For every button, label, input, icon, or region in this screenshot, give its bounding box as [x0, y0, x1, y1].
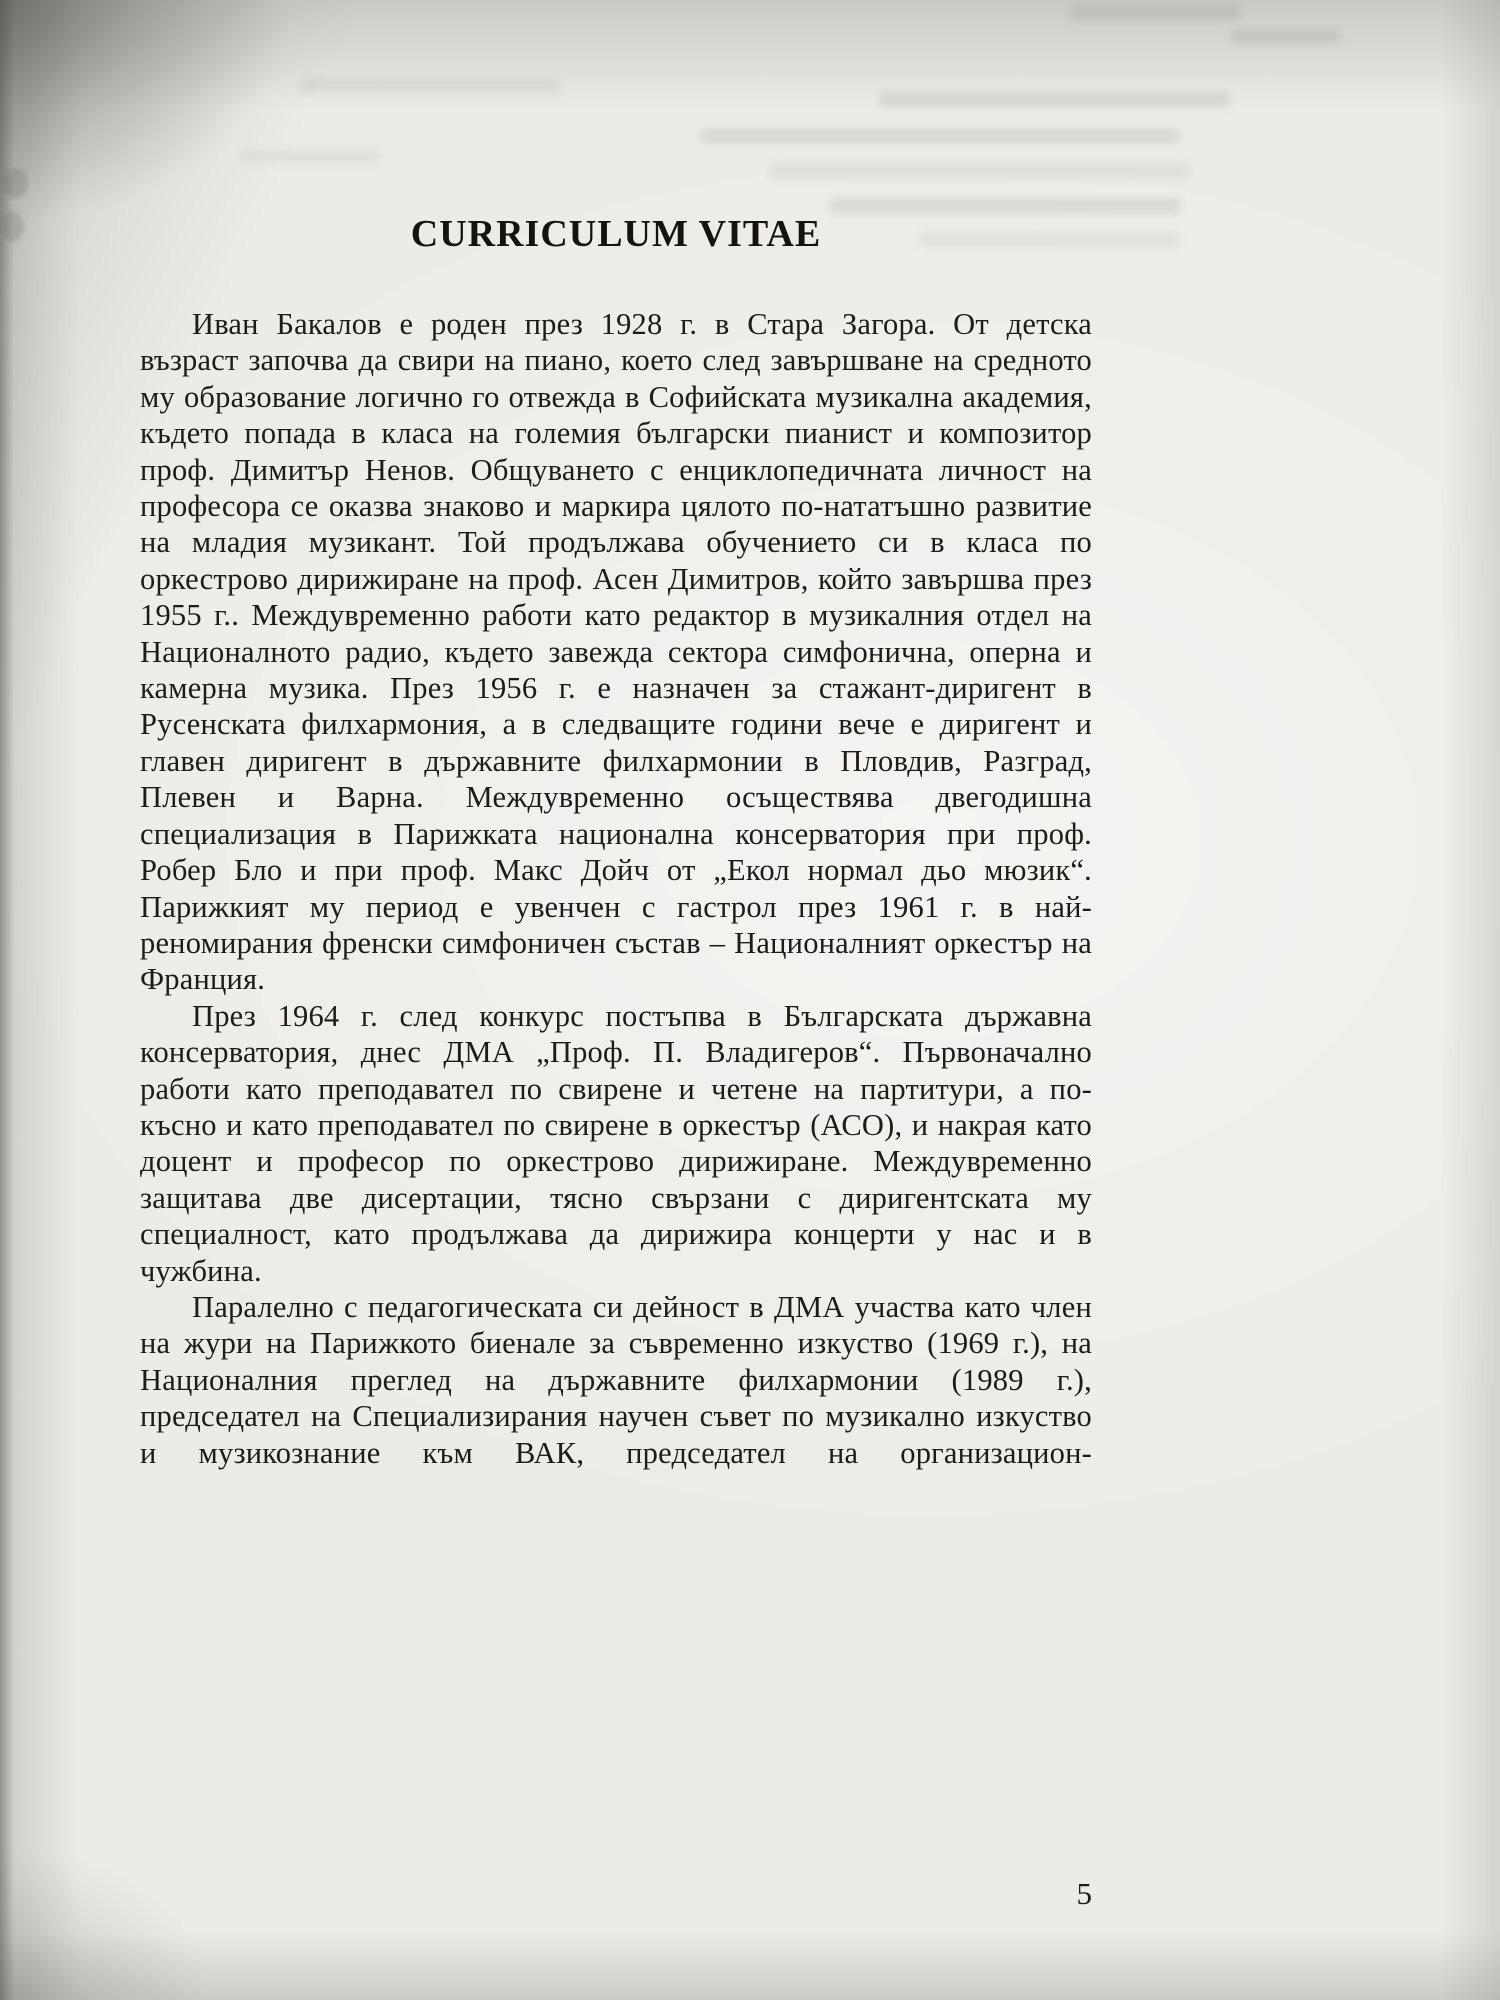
ghost-text-artifact	[1070, 4, 1240, 20]
body-text	[140, 306, 1092, 1471]
body-paragraph: Паралелно с педагогическата си дейност в ДМА участва като член на жури на Парижкото биенале за съвременно изкуство (1969 г.), на Националния преглед на държавните филхармонии (1989 г.), председател на Специализирания научен съвет по музикално изкуство и музикознание към ВАК, председател на организацион-	[140, 1289, 1092, 1470]
ghost-text-artifact	[880, 92, 1230, 108]
page-edge-mark	[0, 212, 24, 242]
page-content	[140, 212, 1092, 1471]
body-paragraph: Иван Бакалов е роден през 1928 г. в Стара Загора. От детска възраст започва да свири на пиано, което след завършване на средното му образование логично го отвежда в Софийската музикална академия, където попада в класа на големия български пианист и композитор проф. Димитър Ненов. Общуването с енциклопедичната личност на професора се оказва знаково и маркира цялото по-нататъшно развитие на младия музикант. Той продължава обучението си в класа по оркестрово дирижиране на проф. Асен Димитров, който завършва през 1955 г.. Междувременно работи като редактор в музикалния отдел на Националното радио, където завежда сектора симфонична, оперна и камерна музика. През 1956 г. е назначен за стажант-диригент в Русенската филхармония, а в следващите години вече е диригент и главен диригент в държавните филхармонии в Пловдив, Разград, Плевен и Варна. Междувременно осъществява двегодишна специализация в Парижката национална консерватория при проф. Робер Бло и при проф. Макс Дойч от „Екол нормал дьо мюзик“. Парижкият му период е увенчен с гастрол през 1961 г. в най-реномирания френски симфоничен състав – Националният оркестър на Франция.	[140, 307, 1092, 997]
ghost-text-artifact	[700, 128, 1180, 144]
ghost-text-artifact	[300, 78, 560, 93]
ghost-text-artifact	[770, 163, 1190, 179]
page-title: CURRICULUM VITAE	[410, 213, 822, 255]
ghost-text-artifact	[240, 150, 380, 163]
ghost-text-artifact	[1230, 30, 1340, 44]
body-paragraph: През 1964 г. след конкурс постъпва в Българската държавна консерватория, днес ДМА „Проф. П. Владигеров“. Първоначално работи като преподавател по свирене и четене на партитури, а по-късно и като преподавател по свирене в оркестър (АСО), и накрая като доцент и професор по оркестрово дирижиране. Междувременно защитава две дисертации, тясно свързани с диригентската му специалност, като продължава да дирижира концерти у нас и в чужбина.	[140, 998, 1092, 1288]
page-edge-mark	[2, 168, 28, 198]
page-number: 5	[1076, 1876, 1092, 1911]
